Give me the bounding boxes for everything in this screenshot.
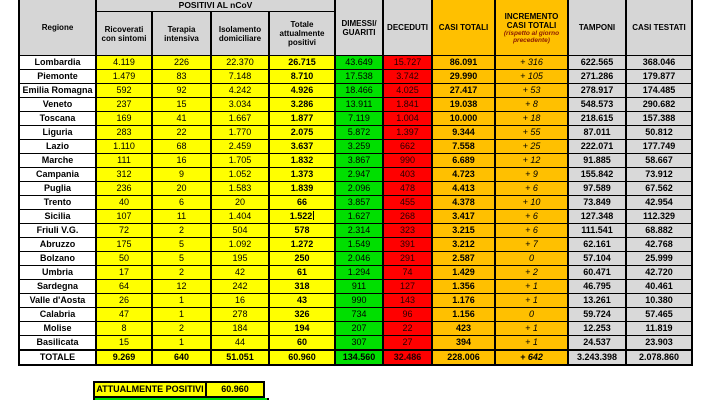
cell-incremento[interactable]: + 55 — [495, 126, 568, 140]
cell-ricoverati[interactable]: 1.110 — [96, 140, 152, 154]
cell-ricoverati[interactable]: 4.119 — [96, 56, 152, 70]
region-cell[interactable]: Lombardia — [19, 56, 96, 70]
cell-casi-testati[interactable]: 368.046 — [626, 56, 692, 70]
cell-incremento[interactable]: 0 — [495, 252, 568, 266]
cell-tamponi[interactable]: 60.471 — [568, 266, 626, 280]
cell-casi-totali[interactable]: 19.038 — [432, 98, 495, 112]
cell-terapia-intensiva[interactable]: 15 — [152, 98, 211, 112]
cell-totale-positivi[interactable]: 250 — [269, 252, 335, 266]
column-header-casi-totali[interactable]: CASI TOTALI — [432, 0, 495, 56]
incremento-header-label: INCREMENTO CASI TOTALI — [504, 11, 559, 30]
cell-casi-totali[interactable]: 27.417 — [432, 84, 495, 98]
cell-terapia-intensiva[interactable]: 5 — [152, 252, 211, 266]
cell-tamponi[interactable]: 57.104 — [568, 252, 626, 266]
cell-ricoverati[interactable]: 107 — [96, 210, 152, 224]
cell-ricoverati[interactable]: 9.269 — [96, 350, 152, 365]
cell-casi-testati[interactable]: 68.882 — [626, 224, 692, 238]
cell-incremento[interactable]: + 9 — [495, 168, 568, 182]
column-header-deceduti[interactable]: DECEDUTI — [383, 0, 432, 56]
cell-dimessi-guariti[interactable]: 1.627 — [335, 210, 383, 224]
region-cell[interactable]: Piemonte — [19, 70, 96, 84]
cell-dimessi-guariti[interactable]: 3.867 — [335, 154, 383, 168]
cell-deceduti[interactable]: 15.727 — [383, 56, 432, 70]
cell-casi-testati[interactable]: 2.078.860 — [626, 350, 692, 365]
column-group-header-label: POSITIVI AL nCoV — [178, 0, 253, 10]
cell-ricoverati[interactable]: 1.479 — [96, 70, 152, 84]
cell-casi-totali[interactable]: 1.356 — [432, 280, 495, 294]
cell-isolamento[interactable]: 195 — [211, 252, 269, 266]
attualmente-positivi-value[interactable]: 60.960 — [207, 381, 265, 398]
cell-totale-positivi[interactable]: 1.522 — [269, 210, 335, 224]
column-header-isolamento[interactable]: Isolamento domiciliare — [211, 12, 269, 56]
table-row — [19, 280, 692, 294]
cell-casi-totali[interactable]: 9.344 — [432, 126, 495, 140]
cell-casi-testati[interactable]: 177.749 — [626, 140, 692, 154]
cell-casi-totali[interactable]: 2.587 — [432, 252, 495, 266]
cell-tamponi[interactable]: 62.161 — [568, 238, 626, 252]
cell-dimessi-guariti[interactable]: 18.466 — [335, 84, 383, 98]
region-cell[interactable]: Valle d'Aosta — [19, 294, 96, 308]
cell-tamponi[interactable]: 271.286 — [568, 70, 626, 84]
cell-deceduti[interactable]: 74 — [383, 266, 432, 280]
cell-casi-testati[interactable]: 42.768 — [626, 238, 692, 252]
cell-incremento[interactable]: + 18 — [495, 112, 568, 126]
cell-ricoverati[interactable]: 17 — [96, 266, 152, 280]
table-row — [19, 98, 692, 112]
cell-tamponi[interactable]: 12.253 — [568, 322, 626, 336]
cell-terapia-intensiva[interactable]: 2 — [152, 266, 211, 280]
region-cell[interactable]: Molise — [19, 322, 96, 336]
cell-incremento[interactable]: + 1 — [495, 280, 568, 294]
incremento-header-subtitle: (rispetto al giorno precedente) — [503, 29, 560, 44]
cell-deceduti[interactable]: 990 — [383, 154, 432, 168]
cell-ricoverati[interactable]: 592 — [96, 84, 152, 98]
table-row — [19, 168, 692, 182]
cell-terapia-intensiva[interactable]: 92 — [152, 84, 211, 98]
cell-dimessi-guariti[interactable]: 3.259 — [335, 140, 383, 154]
attualmente-positivi-label[interactable]: ATTUALMENTE POSITIVI — [93, 381, 207, 398]
cell-isolamento[interactable]: 1.770 — [211, 126, 269, 140]
cell-ricoverati[interactable]: 40 — [96, 196, 152, 210]
column-header-dimessi-guariti[interactable]: DIMESSI/ GUARITI — [335, 0, 383, 56]
cell-terapia-intensiva[interactable]: 41 — [152, 112, 211, 126]
cell-totale-positivi[interactable]: 1.272 — [269, 238, 335, 252]
cell-deceduti[interactable]: 403 — [383, 168, 432, 182]
region-cell[interactable]: Sardegna — [19, 280, 96, 294]
cell-ricoverati[interactable]: 236 — [96, 182, 152, 196]
cell-totale-positivi[interactable]: 60.960 — [269, 350, 335, 365]
region-cell[interactable]: Sicilia — [19, 210, 96, 224]
cell-dimessi-guariti[interactable]: 13.911 — [335, 98, 383, 112]
cell-terapia-intensiva[interactable]: 68 — [152, 140, 211, 154]
cell-dimessi-guariti[interactable]: 990 — [335, 294, 383, 308]
cell-dimessi-guariti[interactable]: 134.560 — [335, 350, 383, 365]
table-row — [19, 238, 692, 252]
cell-dimessi-guariti[interactable]: 17.538 — [335, 70, 383, 84]
cell-casi-totali[interactable]: 394 — [432, 336, 495, 351]
cell-casi-testati[interactable]: 73.912 — [626, 168, 692, 182]
cell-terapia-intensiva[interactable]: 2 — [152, 322, 211, 336]
region-cell[interactable]: Bolzano — [19, 252, 96, 266]
cell-isolamento[interactable]: 2.459 — [211, 140, 269, 154]
cell-casi-testati[interactable]: 40.461 — [626, 280, 692, 294]
table-row — [19, 140, 692, 154]
cell-ricoverati[interactable]: 8 — [96, 322, 152, 336]
cell-casi-testati[interactable]: 25.999 — [626, 252, 692, 266]
cell-incremento[interactable]: + 6 — [495, 182, 568, 196]
cell-incremento[interactable]: + 2 — [495, 266, 568, 280]
cell-ricoverati[interactable]: 312 — [96, 168, 152, 182]
column-header-regione[interactable]: Regione — [19, 0, 96, 56]
cell-terapia-intensiva[interactable]: 16 — [152, 154, 211, 168]
table-row — [19, 266, 692, 280]
cell-incremento[interactable]: + 6 — [495, 224, 568, 238]
cell-casi-totali[interactable]: 86.091 — [432, 56, 495, 70]
cell-deceduti[interactable]: 455 — [383, 196, 432, 210]
cell-deceduti[interactable]: 1.841 — [383, 98, 432, 112]
cell-casi-totali[interactable]: 29.990 — [432, 70, 495, 84]
region-cell[interactable]: Liguria — [19, 126, 96, 140]
region-cell[interactable]: Marche — [19, 154, 96, 168]
cell-isolamento[interactable]: 1.404 — [211, 210, 269, 224]
cell-deceduti[interactable]: 662 — [383, 140, 432, 154]
region-cell[interactable]: Abruzzo — [19, 238, 96, 252]
cell-totale-positivi[interactable]: 61 — [269, 266, 335, 280]
cell-totale-positivi[interactable]: 60 — [269, 336, 335, 351]
cell-totale-positivi[interactable]: 3.637 — [269, 140, 335, 154]
region-cell[interactable]: Lazio — [19, 140, 96, 154]
cell-casi-testati[interactable]: 290.682 — [626, 98, 692, 112]
cell-deceduti[interactable]: 323 — [383, 224, 432, 238]
cell-dimessi-guariti[interactable]: 43.649 — [335, 56, 383, 70]
cell-terapia-intensiva[interactable]: 9 — [152, 168, 211, 182]
table-row — [19, 154, 692, 168]
cell-deceduti[interactable]: 96 — [383, 308, 432, 322]
cell-deceduti[interactable]: 143 — [383, 294, 432, 308]
cell-isolamento[interactable]: 44 — [211, 336, 269, 351]
region-cell[interactable]: Veneto — [19, 98, 96, 112]
table-row — [19, 112, 692, 126]
region-cell[interactable]: Puglia — [19, 182, 96, 196]
cell-casi-totali[interactable]: 1.156 — [432, 308, 495, 322]
cell-tamponi[interactable]: 24.537 — [568, 336, 626, 351]
table-row — [19, 308, 692, 322]
cell-terapia-intensiva[interactable]: 1 — [152, 294, 211, 308]
cell-casi-totali[interactable]: 423 — [432, 322, 495, 336]
cell-totale-positivi[interactable]: 3.286 — [269, 98, 335, 112]
cell-casi-testati[interactable]: 57.465 — [626, 308, 692, 322]
cell-tamponi[interactable]: 548.573 — [568, 98, 626, 112]
cell-isolamento[interactable]: 7.148 — [211, 70, 269, 84]
cell-dimessi-guariti[interactable]: 3.857 — [335, 196, 383, 210]
table-row — [19, 210, 692, 224]
cell-totale-positivi[interactable]: 2.075 — [269, 126, 335, 140]
cell-incremento[interactable]: + 10 — [495, 196, 568, 210]
region-cell[interactable]: Calabria — [19, 308, 96, 322]
cell-isolamento[interactable]: 1.092 — [211, 238, 269, 252]
region-cell[interactable]: Trento — [19, 196, 96, 210]
cell-totale-positivi[interactable]: 26.715 — [269, 56, 335, 70]
cell-casi-testati[interactable]: 50.812 — [626, 126, 692, 140]
cell-isolamento[interactable]: 242 — [211, 280, 269, 294]
cell-tamponi[interactable]: 155.842 — [568, 168, 626, 182]
cell-totale-positivi[interactable]: 318 — [269, 280, 335, 294]
cell-dimessi-guariti[interactable]: 2.314 — [335, 224, 383, 238]
covid-region-table — [18, 0, 693, 366]
cell-ricoverati[interactable]: 50 — [96, 252, 152, 266]
cell-tamponi[interactable]: 87.011 — [568, 126, 626, 140]
cell-ricoverati[interactable]: 237 — [96, 98, 152, 112]
cell-totale-positivi[interactable]: 66 — [269, 196, 335, 210]
column-header-casi-testati[interactable]: CASI TESTATI — [626, 0, 692, 56]
cell-isolamento[interactable]: 3.034 — [211, 98, 269, 112]
region-cell[interactable]: Emilia Romagna — [19, 84, 96, 98]
cell-casi-totali[interactable]: 228.006 — [432, 350, 495, 365]
cell-terapia-intensiva[interactable]: 6 — [152, 196, 211, 210]
cell-tamponi[interactable]: 59.724 — [568, 308, 626, 322]
cell-isolamento[interactable]: 22.370 — [211, 56, 269, 70]
cell-tamponi[interactable]: 3.243.398 — [568, 350, 626, 365]
cell-tamponi[interactable]: 73.849 — [568, 196, 626, 210]
cell-deceduti[interactable]: 1.397 — [383, 126, 432, 140]
cell-totale-positivi[interactable]: 43 — [269, 294, 335, 308]
cell-tamponi[interactable]: 91.885 — [568, 154, 626, 168]
cell-ricoverati[interactable]: 169 — [96, 112, 152, 126]
cell-isolamento[interactable]: 1.705 — [211, 154, 269, 168]
cell-tamponi[interactable]: 13.261 — [568, 294, 626, 308]
cell-terapia-intensiva[interactable]: 22 — [152, 126, 211, 140]
cell-casi-testati[interactable]: 10.380 — [626, 294, 692, 308]
cell-casi-totali[interactable]: 4.723 — [432, 168, 495, 182]
cell-casi-totali[interactable]: 4.378 — [432, 196, 495, 210]
cell-casi-totali[interactable]: 4.413 — [432, 182, 495, 196]
cell-casi-totali[interactable]: 6.689 — [432, 154, 495, 168]
cell-deceduti[interactable]: 268 — [383, 210, 432, 224]
table-row — [19, 196, 692, 210]
cell-totale-positivi[interactable]: 1.877 — [269, 112, 335, 126]
cell-dimessi-guariti[interactable]: 1.549 — [335, 238, 383, 252]
cell-terapia-intensiva[interactable]: 83 — [152, 70, 211, 84]
cell-tamponi[interactable]: 46.795 — [568, 280, 626, 294]
table-row — [19, 126, 692, 140]
cell-deceduti[interactable]: 22 — [383, 322, 432, 336]
cell-dimessi-guariti[interactable]: 1.294 — [335, 266, 383, 280]
cell-isolamento[interactable]: 1.667 — [211, 112, 269, 126]
cell-tamponi[interactable]: 97.589 — [568, 182, 626, 196]
cell-incremento[interactable]: + 105 — [495, 70, 568, 84]
region-cell[interactable]: Toscana — [19, 112, 96, 126]
cell-tamponi[interactable]: 218.615 — [568, 112, 626, 126]
cell-tamponi[interactable]: 127.348 — [568, 210, 626, 224]
cell-isolamento[interactable]: 16 — [211, 294, 269, 308]
cell-ricoverati[interactable]: 15 — [96, 336, 152, 351]
cell-totale-positivi[interactable]: 194 — [269, 322, 335, 336]
table-row — [19, 322, 692, 336]
cell-ricoverati[interactable]: 47 — [96, 308, 152, 322]
cell-deceduti[interactable]: 478 — [383, 182, 432, 196]
cell-totale-positivi[interactable]: 4.926 — [269, 84, 335, 98]
cell-casi-totali[interactable]: 1.176 — [432, 294, 495, 308]
cell-incremento[interactable]: + 7 — [495, 238, 568, 252]
cell-ricoverati[interactable]: 175 — [96, 238, 152, 252]
attualmente-positivi-box — [93, 381, 265, 398]
cell-casi-testati[interactable]: 58.667 — [626, 154, 692, 168]
cell-casi-totali[interactable]: 3.215 — [432, 224, 495, 238]
cell-casi-testati[interactable]: 174.485 — [626, 84, 692, 98]
cell-isolamento[interactable]: 4.242 — [211, 84, 269, 98]
cell-dimessi-guariti[interactable]: 207 — [335, 322, 383, 336]
cell-tamponi[interactable]: 222.071 — [568, 140, 626, 154]
cell-tamponi[interactable]: 622.565 — [568, 56, 626, 70]
cell-casi-totali[interactable]: 3.417 — [432, 210, 495, 224]
cell-incremento[interactable]: + 642 — [495, 350, 568, 365]
cell-tamponi[interactable]: 278.917 — [568, 84, 626, 98]
cell-isolamento[interactable]: 42 — [211, 266, 269, 280]
cell-incremento[interactable]: + 6 — [495, 210, 568, 224]
column-header-incremento[interactable] — [495, 0, 568, 56]
cell-casi-testati[interactable]: 157.388 — [626, 112, 692, 126]
cell-terapia-intensiva[interactable]: 5 — [152, 238, 211, 252]
table-row — [19, 182, 692, 196]
cell-incremento[interactable]: + 25 — [495, 140, 568, 154]
cell-incremento[interactable]: + 316 — [495, 56, 568, 70]
cell-terapia-intensiva[interactable]: 226 — [152, 56, 211, 70]
cell-totale-positivi[interactable]: 1.832 — [269, 154, 335, 168]
cell-isolamento[interactable]: 1.052 — [211, 168, 269, 182]
cell-totale-positivi[interactable]: 578 — [269, 224, 335, 238]
cell-ricoverati[interactable]: 64 — [96, 280, 152, 294]
cell-casi-testati[interactable]: 112.329 — [626, 210, 692, 224]
cell-casi-testati[interactable]: 42.954 — [626, 196, 692, 210]
cell-terapia-intensiva[interactable]: 11 — [152, 210, 211, 224]
cell-deceduti[interactable]: 291 — [383, 252, 432, 266]
cell-ricoverati[interactable]: 72 — [96, 224, 152, 238]
cell-terapia-intensiva[interactable]: 2 — [152, 224, 211, 238]
cell-casi-totali[interactable]: 1.429 — [432, 266, 495, 280]
cell-dimessi-guariti[interactable]: 2.947 — [335, 168, 383, 182]
column-header-ricoverati[interactable]: Ricoverati con sintomi — [96, 12, 152, 56]
cell-incremento[interactable]: + 53 — [495, 84, 568, 98]
column-header-tamponi[interactable]: TAMPONI — [568, 0, 626, 56]
cell-dimessi-guariti[interactable]: 5.872 — [335, 126, 383, 140]
region-cell[interactable]: Friuli V.G. — [19, 224, 96, 238]
cell-totale-positivi[interactable]: 8.710 — [269, 70, 335, 84]
table-row — [19, 70, 692, 84]
cell-ricoverati[interactable]: 111 — [96, 154, 152, 168]
cell-casi-totali[interactable]: 3.212 — [432, 238, 495, 252]
cell-isolamento[interactable]: 20 — [211, 196, 269, 210]
region-cell[interactable]: Campania — [19, 168, 96, 182]
cell-casi-totali[interactable]: 7.558 — [432, 140, 495, 154]
column-header-terapia-intensiva[interactable]: Terapia intensiva — [152, 12, 211, 56]
cell-terapia-intensiva[interactable]: 20 — [152, 182, 211, 196]
cell-terapia-intensiva[interactable]: 12 — [152, 280, 211, 294]
cell-terapia-intensiva[interactable]: 1 — [152, 308, 211, 322]
table-header — [19, 0, 692, 56]
cell-isolamento[interactable]: 278 — [211, 308, 269, 322]
column-header-totale-positivi[interactable]: Totale attualmente positivi — [269, 12, 335, 56]
cell-dimessi-guariti[interactable]: 2.096 — [335, 182, 383, 196]
cell-incremento[interactable]: + 1 — [495, 336, 568, 351]
cell-terapia-intensiva[interactable]: 640 — [152, 350, 211, 365]
table-row — [19, 252, 692, 266]
cell-deceduti[interactable]: 3.742 — [383, 70, 432, 84]
region-cell[interactable]: TOTALE — [19, 350, 96, 365]
cell-isolamento[interactable]: 504 — [211, 224, 269, 238]
table-row — [19, 84, 692, 98]
cell-totale-positivi[interactable]: 326 — [269, 308, 335, 322]
region-cell[interactable]: Umbria — [19, 266, 96, 280]
cell-dimessi-guariti[interactable]: 734 — [335, 308, 383, 322]
cell-incremento[interactable]: + 8 — [495, 98, 568, 112]
cell-ricoverati[interactable]: 283 — [96, 126, 152, 140]
cell-tamponi[interactable]: 111.541 — [568, 224, 626, 238]
cell-totale-positivi[interactable]: 1.839 — [269, 182, 335, 196]
cell-dimessi-guariti[interactable]: 307 — [335, 336, 383, 351]
total-row — [19, 350, 692, 365]
cell-isolamento[interactable]: 51.051 — [211, 350, 269, 365]
cell-incremento[interactable]: + 1 — [495, 294, 568, 308]
cell-dimessi-guariti[interactable]: 7.119 — [335, 112, 383, 126]
cell-casi-testati[interactable]: 11.819 — [626, 322, 692, 336]
table-row — [19, 294, 692, 308]
cell-incremento[interactable]: 0 — [495, 308, 568, 322]
cell-deceduti[interactable]: 4.025 — [383, 84, 432, 98]
cell-deceduti[interactable]: 27 — [383, 336, 432, 351]
cell-deceduti[interactable]: 1.004 — [383, 112, 432, 126]
cell-dimessi-guariti[interactable]: 911 — [335, 280, 383, 294]
cell-isolamento[interactable]: 184 — [211, 322, 269, 336]
cell-terapia-intensiva[interactable]: 1 — [152, 336, 211, 351]
region-cell[interactable]: Basilicata — [19, 336, 96, 351]
cell-ricoverati[interactable]: 26 — [96, 294, 152, 308]
column-group-header-positivi[interactable] — [96, 0, 335, 12]
cell-isolamento[interactable]: 1.583 — [211, 182, 269, 196]
cell-casi-totali[interactable]: 10.000 — [432, 112, 495, 126]
table-row — [19, 56, 692, 70]
table-row — [19, 336, 692, 351]
cell-deceduti[interactable]: 391 — [383, 238, 432, 252]
cell-deceduti[interactable]: 32.486 — [383, 350, 432, 365]
cell-casi-testati[interactable]: 42.720 — [626, 266, 692, 280]
cell-casi-testati[interactable]: 23.903 — [626, 336, 692, 351]
cell-totale-positivi[interactable]: 1.373 — [269, 168, 335, 182]
cell-casi-testati[interactable]: 67.562 — [626, 182, 692, 196]
text-cursor — [313, 211, 314, 220]
cell-incremento[interactable]: + 1 — [495, 322, 568, 336]
cell-deceduti[interactable]: 127 — [383, 280, 432, 294]
table-body — [19, 56, 692, 366]
table-row — [19, 224, 692, 238]
cell-incremento[interactable]: + 12 — [495, 154, 568, 168]
cell-casi-testati[interactable]: 179.877 — [626, 70, 692, 84]
cell-dimessi-guariti[interactable]: 2.046 — [335, 252, 383, 266]
